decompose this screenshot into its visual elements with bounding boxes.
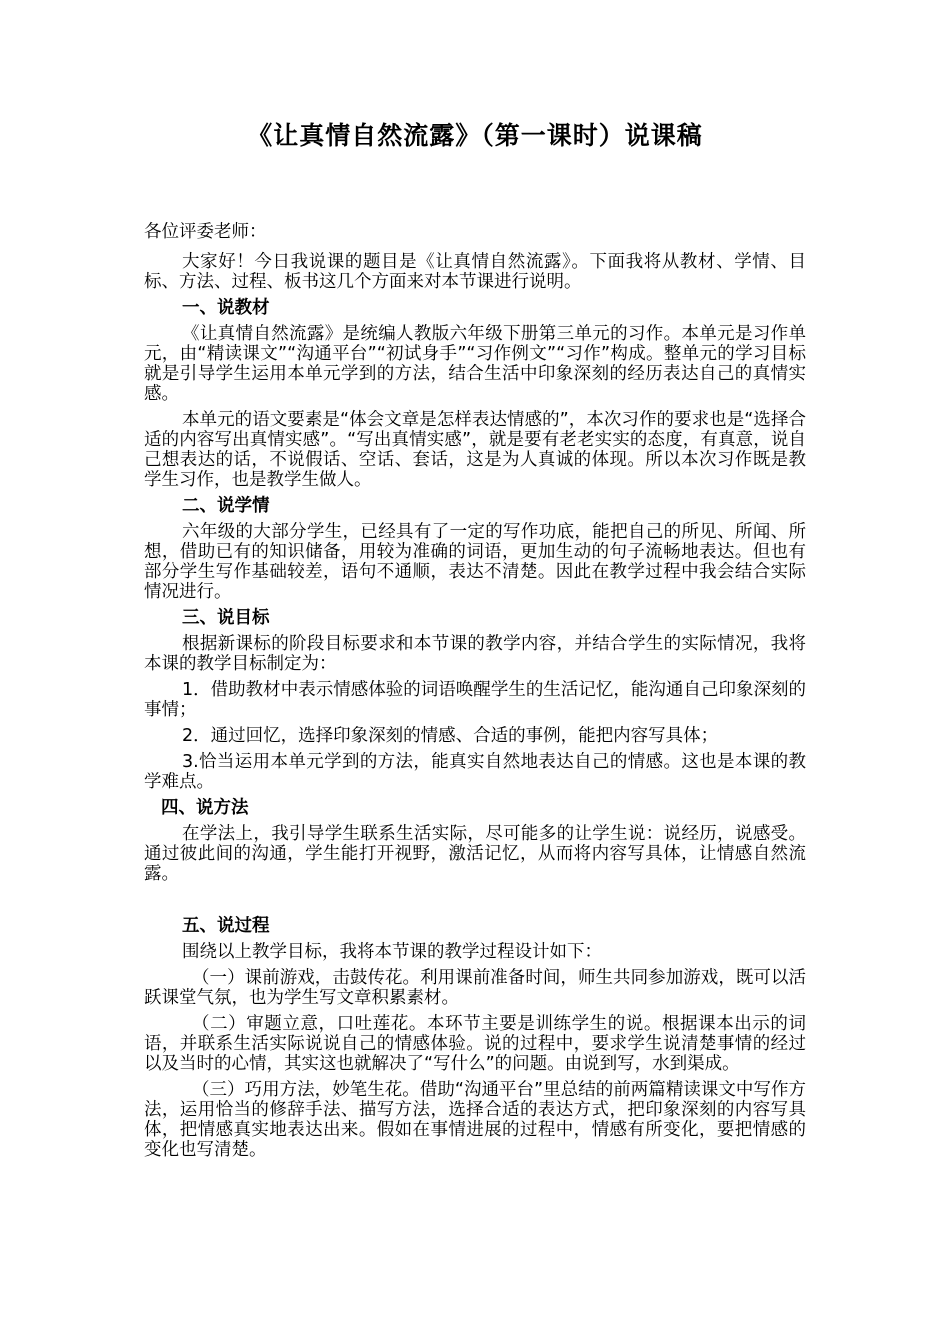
goal-item-2: 2．通过回忆，选择印象深刻的情感、合适的事例，能把内容写具体；: [182, 726, 719, 746]
goal-item-1: 1．借助教材中表示情感体验的词语唤醒学生的生活记忆，能沟通自己印象深刻的事情；: [144, 680, 806, 720]
section-heading-process: 五、说过程: [182, 916, 270, 936]
process-step-2: （二）审题立意，口吐莲花。本环节主要是训练学生的说。根据课本出示的词语，并联系生活实际说说自己的情感体验。说的过程中，要求学生说清楚事情的经过以及当时的心情，其实这也就解决了“写什么”的问题。由说到写，水到渠成。: [144, 1014, 806, 1074]
section-heading-students: 二、说学情: [182, 496, 270, 516]
section-heading-methods: 四、说方法: [161, 798, 249, 818]
textbook-paragraph-2: 本单元的语文要素是“体会文章是怎样表达情感的”，本次习作的要求也是“选择合适的内容写出真情实感”。“写出真情实感”，就是要有老老实实的态度，有真意，说自己想表达的话，不说假话、空话、套话，这是为人真诚的体现。所以本次习作既是教学生习作，也是教学生做人。: [144, 410, 806, 490]
process-step-3: （三）巧用方法，妙笔生花。借助“沟通平台”里总结的前两篇精读课文中写作方法，运用恰当的修辞手法、描写方法，选择合适的表达方式，把印象深刻的内容写具体，把情感真实地表达出来。假如在事情进展的过程中，情感有所变化，要把情感的变化也写清楚。: [144, 1080, 806, 1160]
textbook-paragraph-1: 《让真情自然流露》是统编人教版六年级下册第三单元的习作。本单元是习作单元，由“精读课文”“沟通平台”“初试身手”“习作例文”“习作”构成。整单元的学习目标就是引导学生运用本单元学到的方法，结合生活中印象深刻的经历表达自己的真情实感。: [144, 324, 806, 404]
goal-item-3: 3.恰当运用本单元学到的方法，能真实自然地表达自己的情感。这也是本课的教学难点。: [144, 752, 806, 792]
section-heading-textbook: 一、说教材: [182, 298, 270, 318]
intro-paragraph: 大家好！今日我说课的题目是《让真情自然流露》。下面我将从教材、学情、目标、方法、过程、板书这几个方面来对本节课进行说明。: [144, 252, 806, 292]
document-body: [144, 222, 806, 1166]
process-paragraph: 围绕以上教学目标，我将本节课的教学过程设计如下：: [182, 942, 602, 962]
goals-paragraph: 根据新课标的阶段目标要求和本节课的教学内容，并结合学生的实际情况，我将本课的教学目标制定为：: [144, 634, 806, 674]
salutation: 各位评委老师：: [144, 222, 267, 242]
process-step-1: （一）课前游戏，击鼓传花。利用课前准备时间，师生共同参加游戏，既可以活跃课堂气氛，也为学生写文章积累素材。: [144, 968, 806, 1008]
document-title: 《让真情自然流露》（第一课时）说课稿: [247, 121, 703, 150]
students-paragraph: 六年级的大部分学生，已经具有了一定的写作功底，能把自己的所见、所闻、所想，借助已有的知识储备，用较为准确的词语，更加生动的句子流畅地表达。但也有部分学生写作基础较差，语句不通顺，表达不清楚。因此在教学过程中我会结合实际情况进行。: [144, 522, 806, 602]
section-heading-goals: 三、说目标: [182, 608, 270, 628]
methods-paragraph: 在学法上，我引导学生联系生活实际，尽可能多的让学生说：说经历，说感受。通过彼此间的沟通，学生能打开视野，激活记忆，从而将内容写具体，让情感自然流露。: [144, 824, 806, 884]
